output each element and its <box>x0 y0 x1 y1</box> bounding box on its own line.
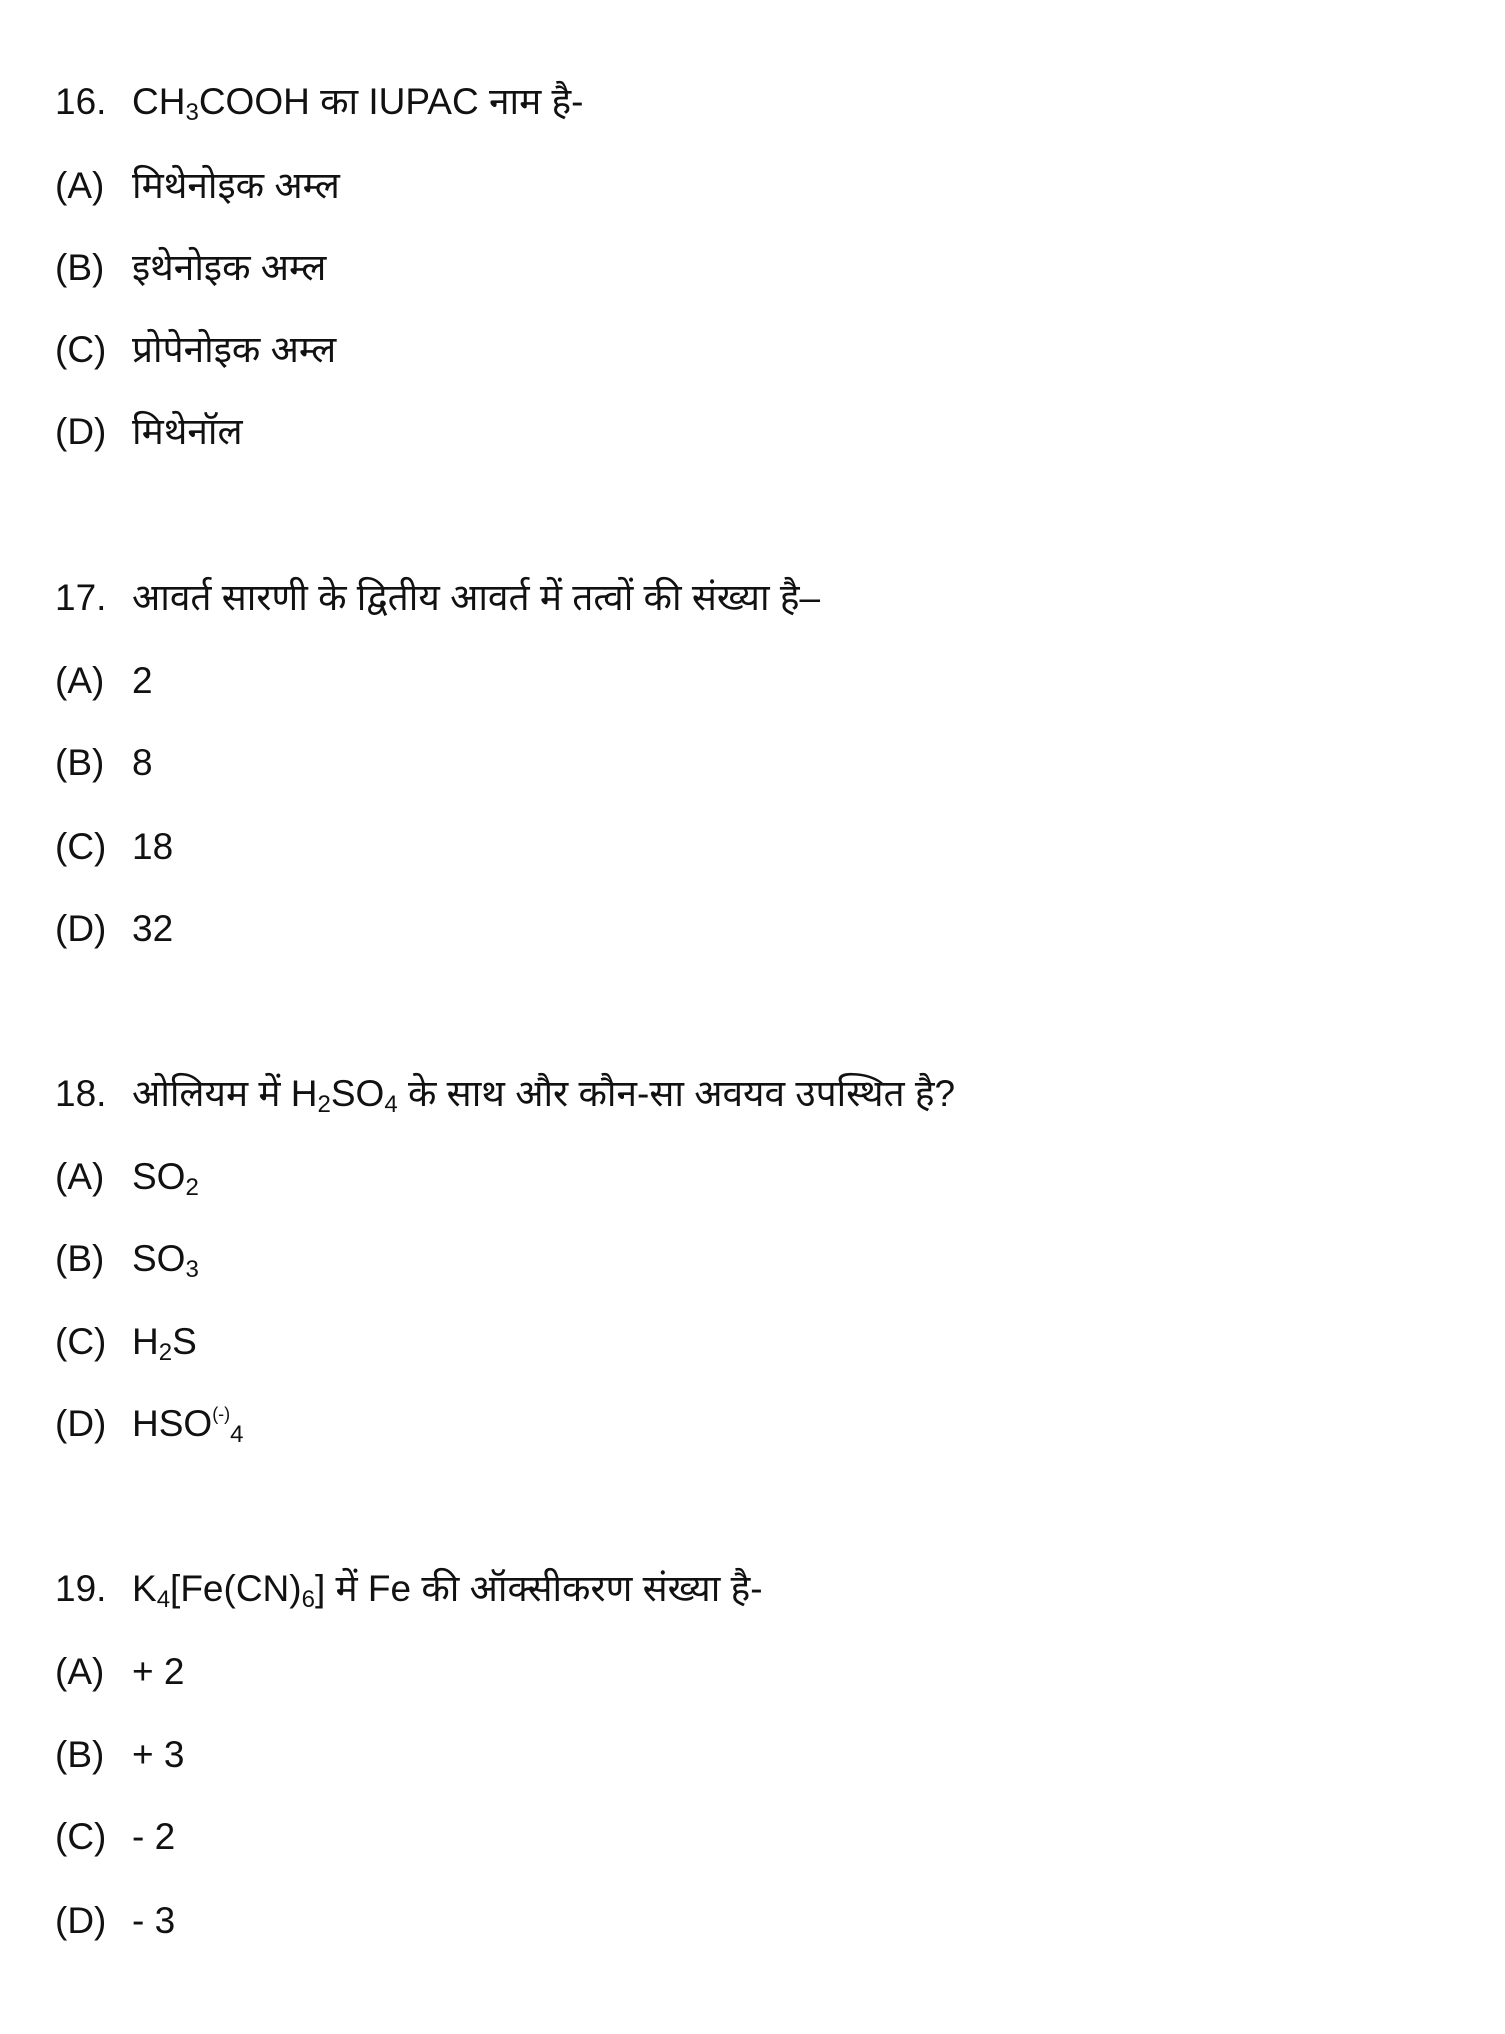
text-segment: + 2 <box>132 1651 185 1692</box>
text-segment: + 3 <box>132 1734 185 1775</box>
text-segment: - 3 <box>132 1900 176 1941</box>
text-segment: मिथेनोइक अम्ल <box>132 165 340 206</box>
option-label: (A) <box>55 1651 105 1692</box>
question-text <box>132 1069 955 1119</box>
text-segment: 6 <box>301 1586 315 1613</box>
text-segment: SO <box>132 1238 186 1279</box>
text-segment: [Fe(CN) <box>170 1568 302 1609</box>
text-segment: 3 <box>185 99 199 126</box>
text-segment: HSO <box>132 1403 213 1444</box>
question-number: 17. <box>55 577 107 618</box>
text-segment: के साथ और कौन-सा अवयव उपस्थित है? <box>397 1073 956 1114</box>
option-label: (C) <box>55 1321 107 1362</box>
option-label: (A) <box>55 1156 105 1197</box>
text-segment: H <box>132 1321 159 1362</box>
text-segment: 2 <box>132 660 153 701</box>
option-label: (C) <box>55 1816 107 1857</box>
option-label: (A) <box>55 165 105 206</box>
option-label: (D) <box>55 908 107 949</box>
text-segment: 2 <box>317 1091 331 1118</box>
text-segment: ओलियम में H <box>132 1073 318 1114</box>
text-segment: मिथेनॉल <box>132 411 243 452</box>
text-segment: - 2 <box>132 1816 176 1857</box>
question-number: 18. <box>55 1073 107 1114</box>
text-segment: 4 <box>384 1091 398 1118</box>
text-segment: 18 <box>132 826 174 867</box>
option-label: (B) <box>55 742 105 783</box>
question-number: 16. <box>55 81 107 122</box>
text-segment: 32 <box>132 908 174 949</box>
option-label: (A) <box>55 660 105 701</box>
text-segment: 8 <box>132 742 153 783</box>
option-label: (D) <box>55 1900 107 1941</box>
text-segment: इथेनोइक अम्ल <box>132 247 327 288</box>
text-segment: 4 <box>230 1421 244 1448</box>
text-segment: CH <box>132 81 186 122</box>
question-number: 19. <box>55 1568 107 1609</box>
option-label: (D) <box>55 411 107 452</box>
text-segment: S <box>172 1321 197 1362</box>
text-segment: ] में Fe की ऑक्सीकरण संख्या है- <box>314 1568 763 1609</box>
option-text <box>132 1152 199 1202</box>
question-text <box>132 1564 763 1614</box>
option-label: (B) <box>55 1238 105 1279</box>
text-segment: 3 <box>185 1256 199 1283</box>
option-label: (B) <box>55 247 105 288</box>
text-segment: (-) <box>212 1404 231 1424</box>
option-text <box>132 1234 199 1284</box>
option-text <box>132 1399 244 1449</box>
text-segment: SO <box>330 1073 385 1114</box>
text-segment: COOH का IUPAC नाम है- <box>198 81 584 122</box>
text-segment: 2 <box>158 1339 173 1366</box>
option-text <box>132 1317 197 1367</box>
text-segment: प्रोपेनोइक अम्ल <box>132 329 337 370</box>
option-label: (D) <box>55 1403 107 1444</box>
text-segment: 2 <box>185 1174 199 1201</box>
text-segment: SO <box>132 1156 186 1197</box>
question-text: आवर्त सारणी के द्वितीय आवर्त में तत्वों की संख्या है– <box>132 577 821 618</box>
text-segment: K <box>132 1568 157 1609</box>
text-segment: 4 <box>156 1586 171 1613</box>
question-text <box>132 77 583 127</box>
option-label: (C) <box>55 329 107 370</box>
option-label: (B) <box>55 1734 105 1775</box>
option-label: (C) <box>55 826 107 867</box>
